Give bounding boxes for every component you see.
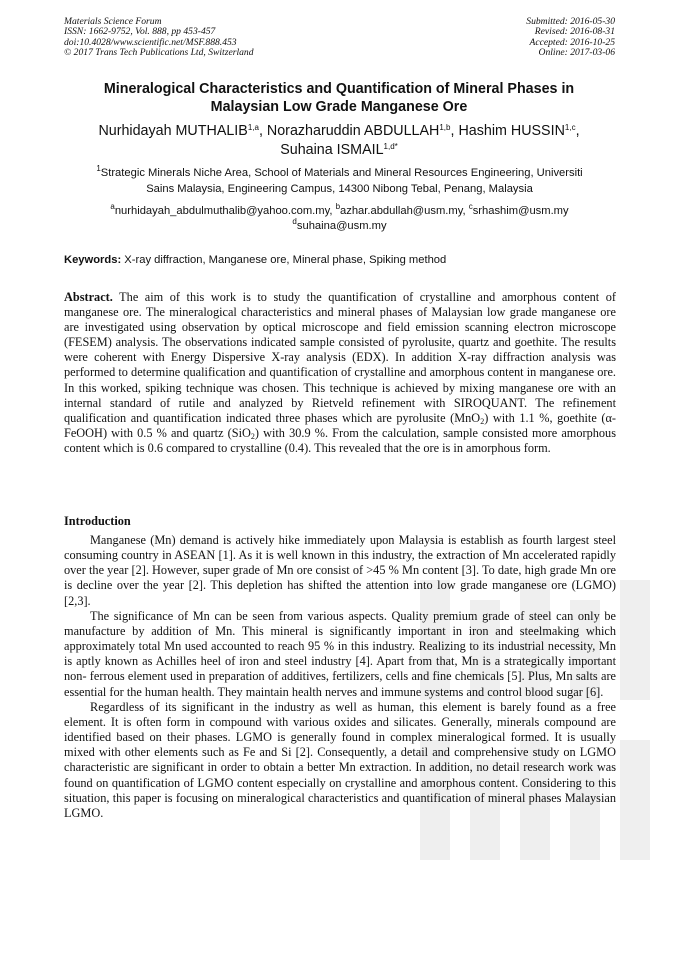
affiliation-mark: 1 (96, 164, 101, 173)
accepted-date: Accepted: 2016-10-25 (529, 36, 615, 48)
author-emails (64, 204, 615, 234)
email-mark: d (292, 217, 297, 226)
submitted-date: Submitted: 2016-05-30 (526, 16, 615, 27)
author-separator: , (450, 123, 459, 139)
section-heading: Introduction (64, 514, 131, 528)
email-address: srhashim@usm.my (472, 205, 569, 217)
author-name: Hashim HUSSIN (458, 123, 565, 139)
publication-dates (526, 17, 615, 59)
paragraph: The significance of Mn can be seen from various aspects. Quality premium grade of steel can only be manufacture by addition of Mn. This mineral is significantly important in iron and steelmaking which approximately total Mn used accounted to reach 95 % in this industry. Realizing to its industrial necessity, Mn is aptly known as Achilles heel of iron and steel industry [4]. Apart from that, Mn is a strategically important non- ferrous element used in preparation of additives, fertilizers, cells and fine chemicals [5]. Plus, Mn salts are essential for the human health. They maintain health nerves and immune systems and control blood sugar [6]. (64, 608, 616, 699)
revised-date: Revised: 2016-08-31 (534, 26, 615, 38)
author-affiliation-mark: 1,a (247, 123, 259, 132)
issn: ISSN: 1662-9752, Vol. 888, pp 453-457 (64, 26, 216, 38)
publication-info (64, 17, 254, 59)
abstract-text: ) with 1.1 %, goethite (α-FeOOH) with 0.5 % and quartz (SiO (64, 410, 616, 440)
keywords-label: Keywords: (64, 254, 122, 266)
affiliation-line-1: Strategic Minerals Niche Area, School of Materials and Mineral Resources Engineering, Universiti (100, 167, 583, 179)
email-mark: c (468, 202, 473, 211)
paragraph: Manganese (Mn) demand is actively hike immediately upon Malaysia is establish as fourth largest steel consuming country in ASEAN [1]. As it is well known in this industry, the extraction of Mn accelerated rapidly over the year [2]. However, super grade of Mn ore consist of >45 % Mn content [3]. To date, high grade Mn ore is decline over the year [2]. This depletion has shifted the attention into low grade manganese ore (LGMO) [2,3]. (64, 533, 616, 608)
author-affiliation-mark: 1,c (564, 123, 576, 132)
subscript: 2 (250, 431, 255, 441)
abstract-label: Abstract. (64, 290, 113, 304)
abstract-text: ) with 30.9 %. From the calculation, sample consisted more amorphous content which is 0.6 compared to crystalline (0.4). This revealed that the ore is in amorphous form. (64, 425, 616, 455)
email-address: suhaina@usm.my (296, 220, 387, 232)
author-separator: , (575, 123, 580, 139)
doi: doi:10.4028/www.scientific.net/MSF.888.453 (64, 36, 237, 48)
online-date: Online: 2017-03-06 (538, 47, 615, 59)
email-address: nurhidayah_abdulmuthalib@yahoo.com.my, (114, 205, 336, 217)
author-name: Suhaina ISMAIL (280, 142, 384, 158)
email-mark: a (110, 202, 115, 211)
author-name: Nurhidayah MUTHALIB (98, 123, 248, 139)
author-separator: , (258, 123, 267, 139)
paper-title (50, 80, 628, 116)
author-name: Norazharuddin ABDULLAH (266, 123, 440, 139)
journal-header (64, 17, 615, 59)
author-list (40, 122, 638, 160)
author-affiliation-mark: 1,d* (383, 142, 398, 151)
keywords-text: X-ray diffraction, Manganese ore, Mineral phase, Spiking method (121, 254, 447, 266)
author-affiliation-mark: 1,b (439, 123, 451, 132)
journal-name: Materials Science Forum (64, 16, 162, 27)
affiliation-line-2: Sains Malaysia, Engineering Campus, 14300 Nibong Tebal, Penang, Malaysia (146, 182, 533, 195)
copyright: © 2017 Trans Tech Publications Ltd, Switzerland (64, 47, 254, 59)
abstract (64, 290, 616, 456)
affiliation (64, 166, 615, 197)
introduction-body (64, 533, 616, 821)
paragraph: Regardless of its significant in the industry as well as human, this element is barely found as a free element. It is often form in compound with various oxides and silicates. Generally, minerals compound are identified based on their phases. LGMO is generally found in complex mineralogical formed. It is usually mixed with other elements such as Fe and Si [2]. Consequently, a detail and comprehensive study on LGMO characteristic are significant in order to obtain a better Mn extraction. In addition, no detail research work was found on quantification of LGMO content especially on crystalline and amorphous content. Considering to this situation, this paper is focusing on mineralogical characteristics and quantification of mineral phases Malaysian LGMO. (64, 699, 616, 820)
abstract-text: The aim of this work is to study the quantification of crystalline and amorphous content of manganese ore. The mineralogical characteristics and mineral phases of Malaysian low grade manganese ore are investigated using observation by optical microscope and field emission scanning electron microscope (FESEM) analysis. The observations indicated sample consisted of pyrolusite, quartz and goethite. The results were coherent with Energy Dispersive X-ray analysis (EDX). In addition X-ray diffraction analysis was performed to determine qualification and quantification of crystalline and amorphous content in manganese ore. In this worked, spiking technique was chosen. This technique is achieved by mixing manganese ore with an internal standard of rutile and analyzed by Rietveld refinement with SIROQUANT. The refinement qualification and quantification indicated three phases which are pyrolusite (MnO (64, 290, 616, 425)
email-mark: b (335, 202, 341, 211)
subscript: 2 (480, 416, 485, 426)
keywords (64, 253, 615, 267)
title-line-2: Malaysian Low Grade Manganese Ore (210, 99, 468, 115)
title-line-1: Mineralogical Characteristics and Quantification of Mineral Phases in (103, 81, 575, 97)
email-address: azhar.abdullah@usm.my, (340, 205, 469, 217)
